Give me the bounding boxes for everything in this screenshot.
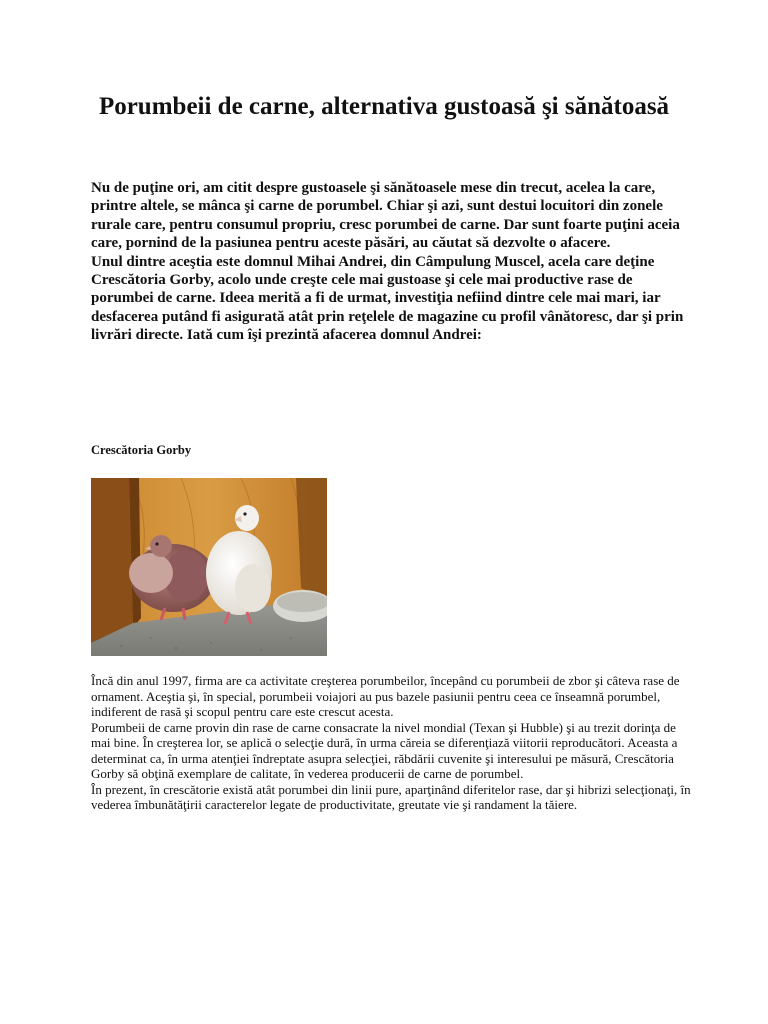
body-paragraph-2: Porumbeii de carne provin din rase de carne consacrate la nivel mondial (Texan şi Hubble) şi au trezit dorinţa de mai bine. În creşterea lor, se aplică o selecţie dură, în urma căreia se diferenţiază viitorii reproducători. Aceasta a determinat ca, în urma atenţiei îndreptate asupra selecţiei, răbdării cuvenite şi interesului pe măsură, Crescătoria Gorby să obţină exemplare de calitate, în vederea producerii de carne de porumbel. (91, 719, 678, 781)
intro-paragraph-1: Nu de puţine ori, am citit despre gustoasele şi sănătoasele mese din trecut, acelea la care, printre altele, se mânca şi carne de porumbel. Chiar şi azi, sunt destui locuitori din zonele rurale care, pentru consumul propriu, cresc porumbei de carne. Dar sunt foarte puţini aceia care, pornind de la pasiunea pentru aceste păsări, au căutat să dezvolte o afacere. (91, 180, 680, 252)
body-section (91, 673, 691, 813)
body-paragraph-3: În prezent, în crescătorie există atât porumbei din linii pure, aparţinând diferitelor rase, dar şi hibrizi selecţionaţi, în vederea îmbunătăţirii caracterelor legate de productivitate, greutate vie şi randament la tăiere. (91, 781, 691, 812)
intro-section (91, 179, 691, 345)
page-title: Porumbeii de carne, alternativa gustoasă şi sănătoasă (98, 93, 670, 120)
intro-paragraph-2: Unul dintre aceştia este domnul Mihai Andrei, din Câmpulung Muscel, acela care deţine Crescătoria Gorby, acolo unde creşte cele mai gustoase şi cele mai productive rase de porumbei de carne. Ideea merită a fi de urmat, investiţia nefiind dintre cele mai mari, iar desfacerea putând fi asigurată atât prin reţelele de magazine cu profil vânătoresc, dar şi prin livrări directe. Iată cum îşi prezintă afacerea domnul Andrei: (91, 253, 684, 344)
section-heading: Crescătoria Gorby (91, 443, 192, 457)
pigeons-photo (91, 478, 327, 656)
body-paragraph-1: Încă din anul 1997, firma are ca activitate creşterea porumbeilor, începând cu porumbeii de zbor şi câteva rase de ornament. Aceştia şi, în special, porumbeii voiajori au pus bazele pasiunii pentru ceea ce înseamnă porumbel, indiferent de rasă şi scopul pentru care este crescut acesta. (91, 673, 680, 719)
